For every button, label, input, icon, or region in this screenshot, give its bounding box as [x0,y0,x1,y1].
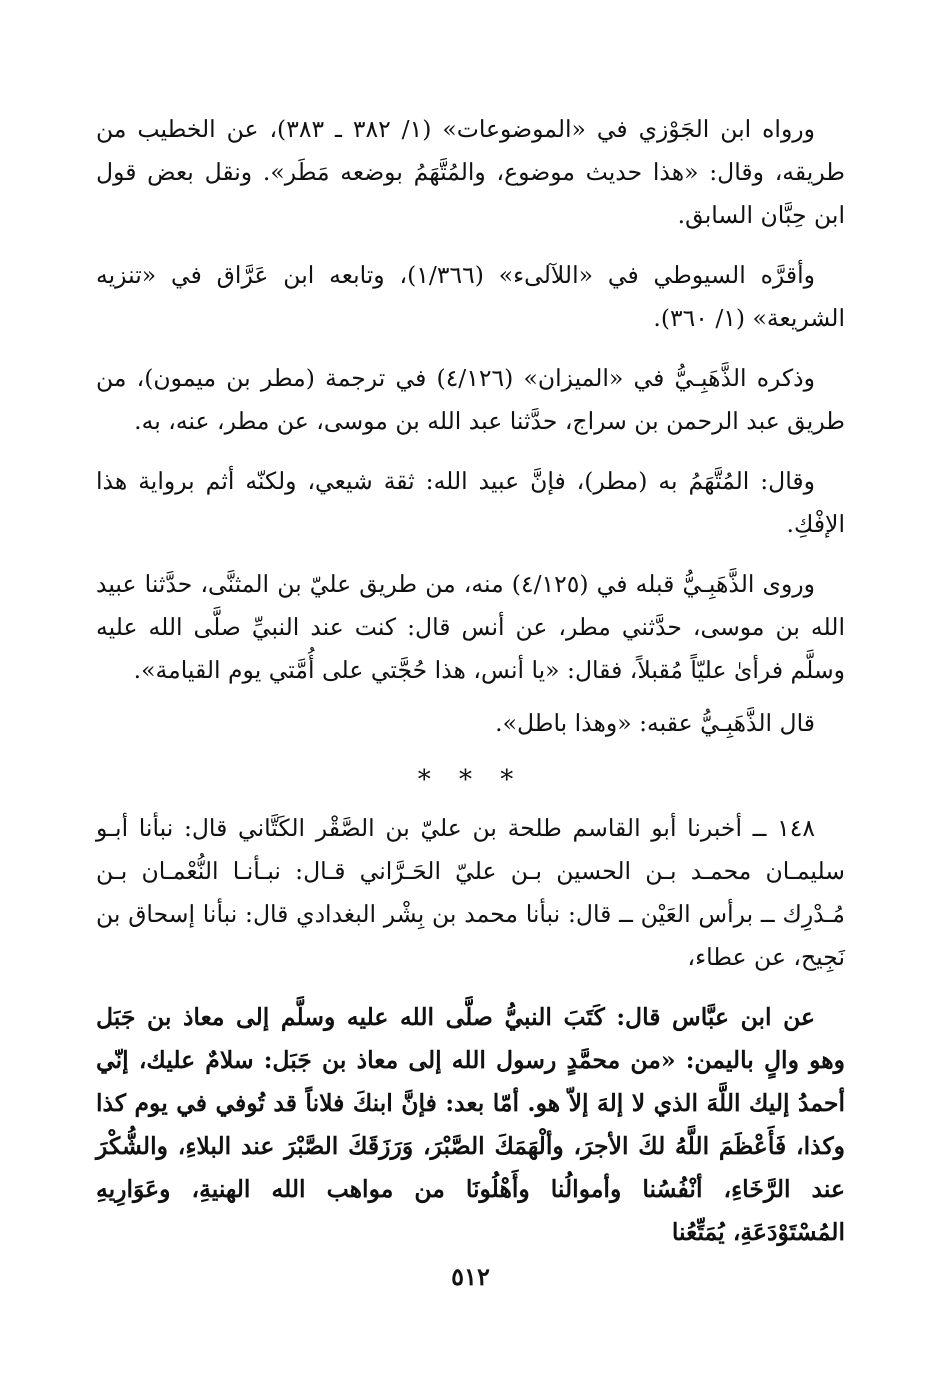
section-separator: * * * [417,765,524,795]
paragraph-ibn-jawzi: ورواه ابن الجَوْزي في «الموضوعات» (١/ ٣٨٢ ـ ٣٨٣)، عن الخطيب من طريقه، وقال: «هذا حديث موضوع، والمُتَّهَمُ بوضعه مَطَر». ونقل بعض قول ابن حِبَّان السابق. [96,115,845,229]
hadith-isnad: ١٤٨ ــ أخبرنا أبو القاسم طلحة بن عليّ بن الصَّقْر الكَتَّاني قال: نبأنا أبـو سليمـان محمـد بـن الحسين بـن عليّ الحَـرَّاني قـال: نبـأنـا النُّعْمـان بـن مُـدْرِك ــ برأس العَيْن ــ قال: نبأنا محمد بن بِشْر البغدادي قال: نبأنا إسحاق بن نَجِيح، عن عطاء، [96,814,845,971]
hadith-matn: عن ابن عبَّاس قال: كَتَبَ النبيُّ صلَّى الله عليه وسلَّم إلى معاذ بن جَبَل وهو والٍ باليمن: «من محمَّدٍ رسول الله إلى معاذ بن جَبَل: سلامٌ عليك، إنّي أحمدُ إليك اللَّهَ الذي لا إلهَ إلاّ هو. أمّا بعد: فإنَّ ابنكَ فلاناً قد تُوفي في يوم كذا وكذا، فَأَعْظَمَ اللَّهُ لكَ الأجرَ، وألْهَمَكَ الصَّبْرَ، وَرَزَقَكَ الصَّبْرَ عند البلاءِ، والشُّكْرَ عند الرَّخَاءِ، أنْفُسُنا وأموالُنا وأَهْلُونَا من مواهب الله الهنيةِ، وعَوَارِيهِ المُسْتَوْدَعَةِ، يُمَتِّعُنا [96,1003,845,1246]
paragraph-dhahabi-comment: وقال: المُتَّهَمُ به (مطر)، فإنَّ عبيد الله: ثقة شيعي، ولكنّه أثم برواية هذا الإفْكِ. [96,467,845,538]
page-number: ٥١٢ [451,1262,490,1291]
paragraph-suyuti: وأقرَّه السيوطي في «اللآلىء» (١/٣٦٦)، وتابعه ابن عَرَّاق في «تنزيه الشريعة» (١/ ٣٦٠). [96,261,845,332]
paragraph-dhahabi-mizan: وذكره الذَّهَبِـيُّ في «الميزان» (٤/١٢٦) في ترجمة (مطر بن ميمون)، من طريق عبد الرحمن بن سراج، حدَّثنا عبد الله بن موسى، عن مطر، عنه، به. [96,364,845,435]
paragraph-dhahabi-verdict: قال الذَّهَبِـيُّ عقبه: «وهذا باطل». [495,709,815,737]
paragraph-dhahabi-riwaya: وروى الذَّهَبِـيُّ قبله في (٤/١٢٥) منه، من طريق عليّ بن المثنَّى، حدَّثنا عبيد الله بن موسى، حدَّثني مطر، عن أنس قال: كنت عند النبيِّ صلَّى الله عليه وسلَّم فرأىٰ عليّاً مُقبلاً، فقال: «يا أنس، هذا حُجَّتي على أُمَّتي يوم القيامة». [96,570,845,684]
